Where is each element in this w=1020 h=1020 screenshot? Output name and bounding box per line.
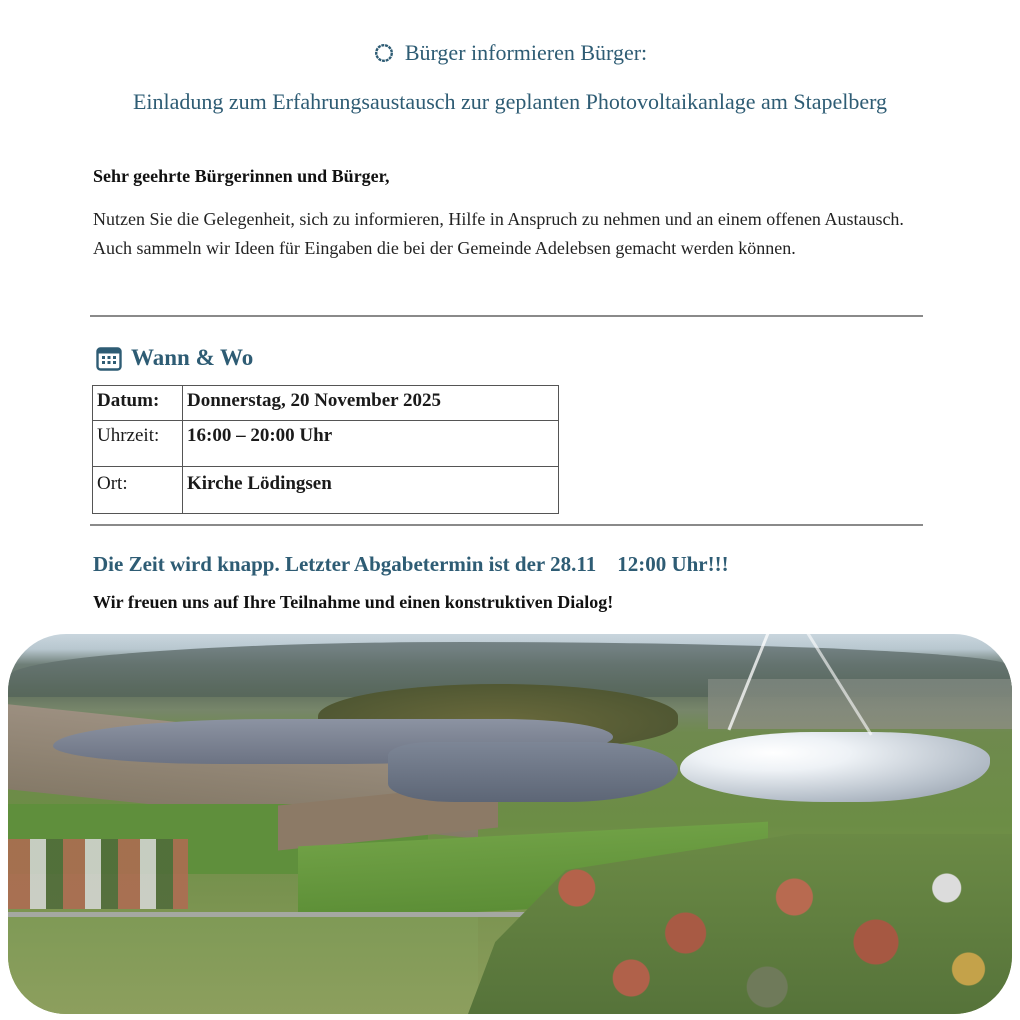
photo-solar-array bbox=[388, 742, 678, 802]
table-row-location bbox=[93, 467, 559, 514]
date-label: Datum: bbox=[93, 386, 183, 421]
divider-bottom bbox=[90, 524, 923, 526]
table-row-date bbox=[93, 386, 559, 421]
photo-field bbox=[8, 917, 478, 1014]
table-row-time bbox=[93, 421, 559, 467]
deadline-notice: Die Zeit wird knapp. Letzter Abgabetermin ist der 28.11 12:00 Uhr!!! bbox=[93, 552, 729, 576]
photo-solar-array-glare bbox=[680, 732, 990, 802]
photo-village bbox=[8, 839, 188, 909]
divider-top bbox=[90, 315, 923, 317]
time-value: 16:00 – 20:00 Uhr bbox=[183, 421, 559, 467]
gear-outline-icon bbox=[373, 42, 395, 64]
page-title: Einladung zum Erfahrungsaustausch zur geplanten Photovoltaikanlage am Stapelberg bbox=[132, 89, 888, 114]
when-where-heading bbox=[95, 344, 253, 372]
salutation: Sehr geehrte Bürgerinnen und Bürger, bbox=[93, 166, 390, 186]
calendar-icon bbox=[95, 344, 123, 372]
intro-paragraph: Nutzen Sie die Gelegenheit, sich zu informieren, Hilfe in Anspruch zu nehmen und an einem offenen Austausch. Auch sammeln wir Ideen für Eingaben die bei der Gemeinde Adelebsen gemacht werden können. bbox=[93, 209, 904, 258]
kicker-heading bbox=[0, 40, 1020, 66]
photo-distant-town bbox=[708, 679, 1012, 729]
location-value: Kirche Lödingsen bbox=[183, 467, 559, 514]
date-value: Donnerstag, 20 November 2025 bbox=[183, 386, 559, 421]
event-info-table bbox=[92, 385, 559, 514]
aerial-photo-solar-park bbox=[8, 634, 1012, 1014]
time-label: Uhrzeit: bbox=[93, 421, 183, 467]
kicker-text: Bürger informieren Bürger: bbox=[404, 40, 648, 65]
location-label: Ort: bbox=[93, 467, 183, 514]
when-where-title: Wann & Wo bbox=[131, 345, 254, 370]
closing-line: Wir freuen uns auf Ihre Teilnahme und einen konstruktiven Dialog! bbox=[93, 592, 614, 612]
